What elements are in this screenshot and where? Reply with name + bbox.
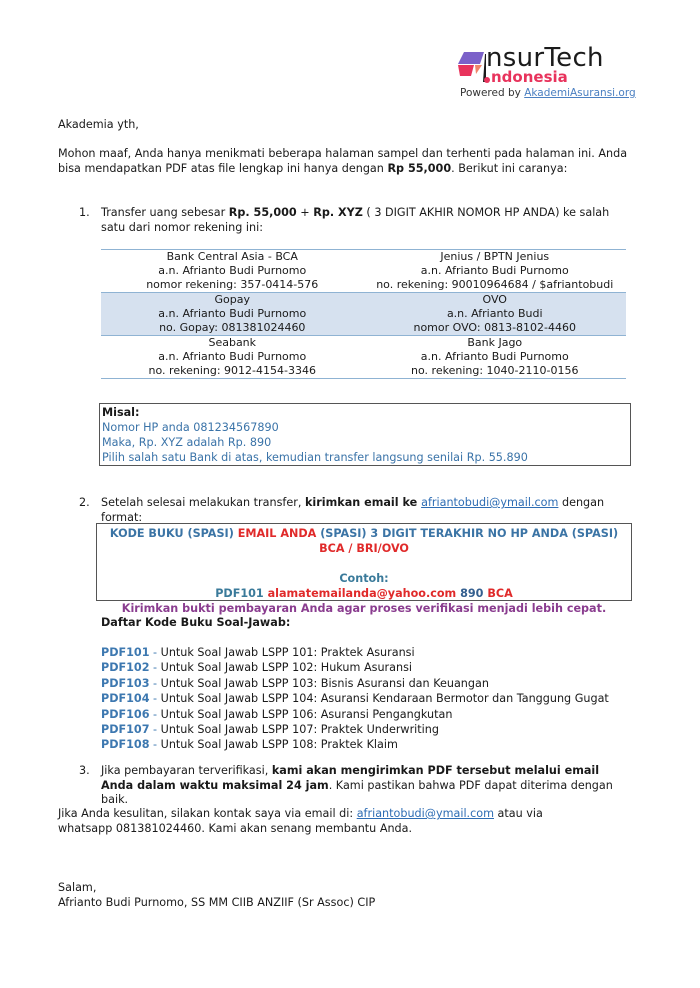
logo-dot <box>484 77 490 83</box>
book-desc: Untuk Soal Jawab LSPP 103: Bisnis Asuransi dan Keuangan <box>160 676 489 690</box>
example-title: Misal: <box>102 406 140 419</box>
bank-account: nomor OVO: 0813-8102-4460 <box>413 321 577 334</box>
step-2-bold: kirimkan email ke <box>304 496 422 509</box>
separator: - <box>149 707 161 721</box>
bank-name: Gopay <box>214 293 250 306</box>
example-format-line <box>97 586 631 601</box>
step-2-number: 2. <box>79 496 90 509</box>
book-code: PDF102 <box>101 661 150 675</box>
step-2-t2: dengan format: <box>101 496 605 524</box>
bank-holder: a.n. Afrianto Budi Purnomo <box>420 350 569 363</box>
example-box <box>99 403 631 466</box>
bank-holder: a.n. Afrianto Budi <box>446 307 543 320</box>
powered-by-label: Powered by <box>460 87 525 99</box>
step-1-amount: Rp. 55,000 <box>228 206 297 219</box>
format-digit: (SPASI) 3 DIGIT TERAKHIR NO HP ANDA (SPASI) <box>316 527 619 540</box>
format-line <box>97 526 631 556</box>
list-item <box>101 645 609 660</box>
table-row <box>101 293 626 336</box>
logo-brand-main: nsurTech <box>486 43 604 73</box>
book-desc: Untuk Soal Jawab LSPP 108: Praktek Klaim <box>160 738 398 752</box>
step-1-t3: ( 3 DIGIT AKHIR NOMOR HP ANDA) ke salah satu dari nomor rekening ini: <box>101 206 610 234</box>
contact-t2: atau via whatsapp 081381024460. Kami akan senang membantu Anda. <box>58 807 543 835</box>
example-email: alamatemailanda@yahoo.com <box>267 587 457 600</box>
bank-name: Bank Jago <box>467 336 523 349</box>
example-bank: BCA <box>487 587 513 600</box>
table-row <box>101 336 626 379</box>
powered-by <box>460 87 636 100</box>
separator: - <box>149 692 161 706</box>
signature: Afrianto Budi Purnomo, SS MM CIIB ANZIIF (Sr Assoc) CIP <box>58 896 376 909</box>
book-code: PDF104 <box>101 692 150 706</box>
example-line: Maka, Rp. XYZ adalah Rp. 890 <box>102 436 272 449</box>
verification-note: Kirimkan bukti pembayaran Anda agar proses verifikasi menjadi lebih cepat. <box>121 602 607 615</box>
step-1-number: 1. <box>79 206 90 219</box>
separator: - <box>149 661 161 675</box>
format-bank: BCA / BRI/OVO <box>319 542 409 555</box>
bank-account: nomor rekening: 357-0414-576 <box>146 278 319 291</box>
bank-cell <box>101 250 364 293</box>
list-item <box>101 737 609 752</box>
step-3-number: 3. <box>79 764 90 777</box>
list-item <box>101 660 609 675</box>
bank-name: Bank Central Asia - BCA <box>166 250 298 263</box>
book-code: PDF108 <box>101 738 150 752</box>
example-line: Pilih salah satu Bank di atas, kemudian transfer langsung senilai Rp. 55.890 <box>102 451 528 464</box>
step-3-t2: . Kami pastikan bahwa PDF dapat diterima dengan baik. <box>101 778 613 807</box>
separator: - <box>149 723 161 737</box>
contact-email-link[interactable]: afriantobudi@ymail.com <box>356 807 494 820</box>
email-link[interactable]: afriantobudi@ymail.com <box>421 496 559 509</box>
step-1-text <box>101 206 631 235</box>
bank-account: no. Gopay: 081381024460 <box>159 321 306 334</box>
insurtech-indonesia-logo <box>456 43 636 102</box>
book-desc: Untuk Soal Jawab LSPP 106: Asuransi Pengangkutan <box>160 707 453 721</box>
bank-accounts-table <box>101 249 626 379</box>
format-email: EMAIL ANDA <box>237 527 317 540</box>
logo-brand-sub: ndonesia <box>491 68 568 86</box>
book-code: PDF101 <box>101 646 150 659</box>
bank-account: no. rekening: 90010964684 / $afriantobudi <box>376 278 614 291</box>
step-3-text <box>101 764 626 808</box>
greeting: Akademia yth, <box>58 118 139 131</box>
book-code: PDF107 <box>101 723 150 737</box>
contact-paragraph <box>58 807 588 836</box>
step-2-t1: Setelah selesai melakukan transfer, <box>101 496 305 509</box>
intro-price: Rp 55,000 <box>387 161 452 175</box>
bank-account: no. rekening: 1040-2110-0156 <box>411 364 579 377</box>
step-3-t1: Jika pembayaran terverifikasi, <box>101 764 272 777</box>
example-digits: 890 <box>456 587 488 600</box>
bank-name: Seabank <box>208 336 257 349</box>
step-3-bold: kami akan mengirimkan PDF tersebut melalui email Anda dalam waktu maksimal 24 jam <box>101 764 600 792</box>
bank-cell <box>101 293 364 336</box>
list-item <box>101 722 609 737</box>
list-item <box>101 691 609 706</box>
bank-cell <box>364 250 627 293</box>
table-row <box>101 250 626 293</box>
bank-cell <box>364 336 627 379</box>
book-desc: Untuk Soal Jawab LSPP 102: Hukum Asuransi <box>160 661 413 675</box>
step-2-text <box>101 496 631 525</box>
book-desc: Untuk Soal Jawab LSPP 104: Asuransi Kendaraan Bermotor dan Tanggung Gugat <box>160 692 609 706</box>
bank-account: no. rekening: 9012-4154-3346 <box>148 364 316 377</box>
example-label: Contoh: <box>339 572 389 585</box>
list-item <box>101 676 609 691</box>
step-1-t2: + <box>296 206 314 219</box>
contact-t1: Jika Anda kesulitan, silakan kontak saya via email di: <box>58 807 357 820</box>
bank-name: Jenius / BPTN Jenius <box>440 250 550 263</box>
book-code: PDF106 <box>101 707 150 721</box>
intro-text: Mohon maaf, Anda hanya menikmati beberapa halaman sampel dan terhenti pada halaman ini. Anda bisa mendapatkan PDF atas file lengkap ini hanya dengan <box>58 147 628 175</box>
book-code: PDF103 <box>101 676 150 690</box>
book-code-list <box>101 645 609 753</box>
separator: - <box>149 738 161 752</box>
list-item <box>101 707 609 722</box>
bank-holder: a.n. Afrianto Budi Purnomo <box>420 264 569 277</box>
codes-title: Daftar Kode Buku Soal-Jawab: <box>101 616 291 629</box>
logo-mark-icon <box>456 50 486 84</box>
separator: - <box>149 676 161 690</box>
email-format-box <box>96 523 632 615</box>
intro-text-end: . Berikut ini caranya: <box>451 161 568 175</box>
bank-holder: a.n. Afrianto Budi Purnomo <box>158 307 307 320</box>
bank-name: OVO <box>482 293 507 306</box>
step-1-xyz: Rp. XYZ <box>313 206 363 219</box>
book-desc: Untuk Soal Jawab LSPP 101: Praktek Asuransi <box>160 646 415 659</box>
bank-cell <box>101 336 364 379</box>
bank-holder: a.n. Afrianto Budi Purnomo <box>158 350 307 363</box>
closing: Salam, <box>58 881 97 894</box>
step-1-t1: Transfer uang sebesar <box>101 206 229 219</box>
akademiasuransi-link[interactable]: AkademiAsuransi.org <box>524 87 636 99</box>
example-code: PDF101 <box>215 587 268 600</box>
bank-cell <box>364 293 627 336</box>
bank-holder: a.n. Afrianto Budi Purnomo <box>158 264 307 277</box>
format-kode: KODE BUKU (SPASI) <box>109 527 238 540</box>
separator: - <box>149 646 161 659</box>
example-line: Nomor HP anda 081234567890 <box>102 421 279 434</box>
intro-paragraph <box>58 147 653 176</box>
book-desc: Untuk Soal Jawab LSPP 107: Praktek Underwriting <box>160 723 439 737</box>
